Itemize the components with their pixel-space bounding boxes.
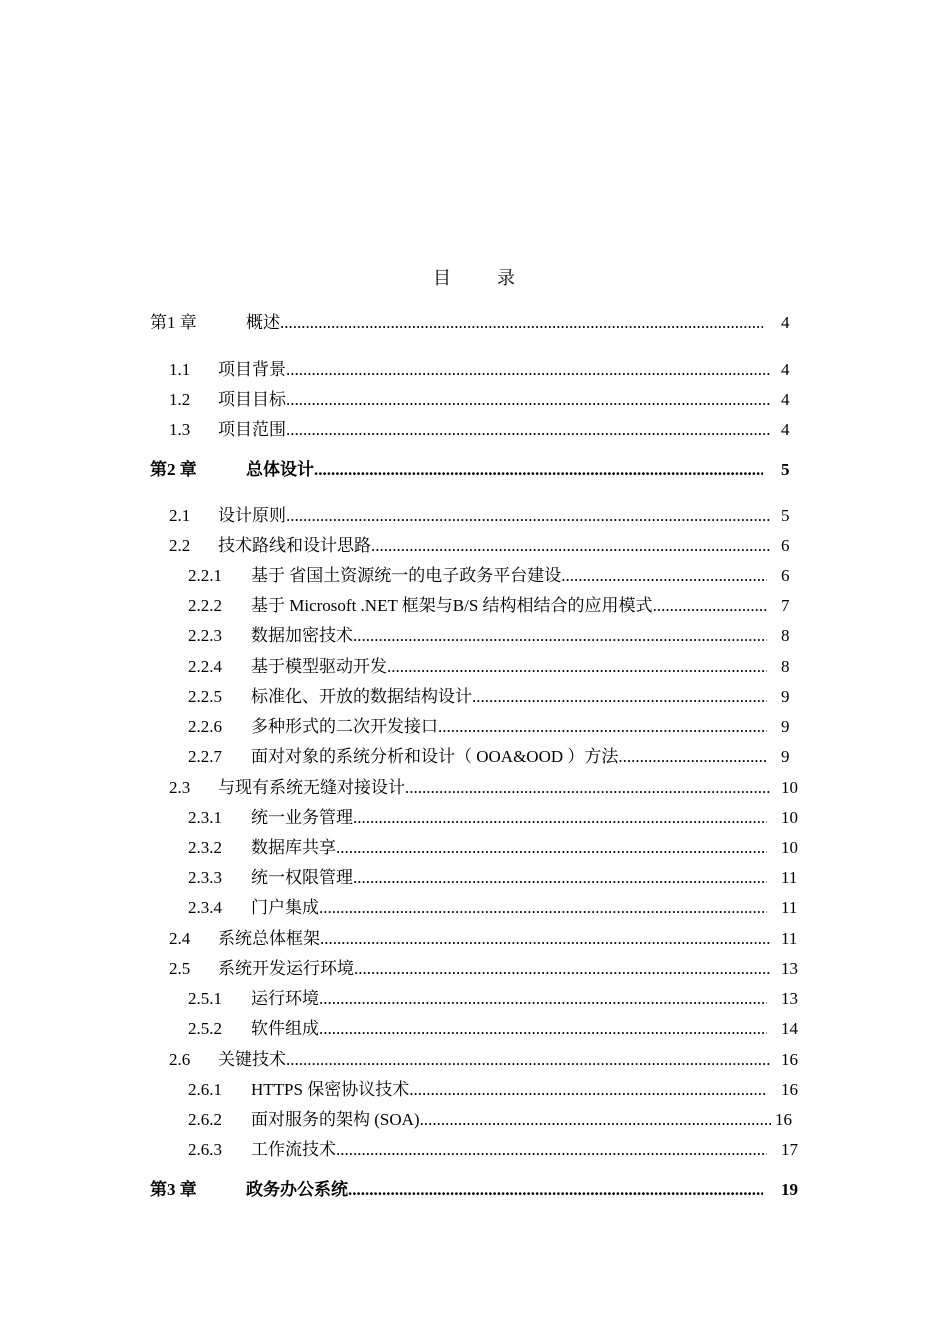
toc-entry[interactable] [0,1138,950,1162]
toc-entry[interactable] [0,655,950,679]
toc-entry[interactable] [0,987,950,1011]
toc-entry[interactable] [0,594,950,618]
toc-entry-title: 项目范围 ..... [218,418,771,442]
toc-entry-page: 10 [781,808,798,827]
toc-entry-page: 10 [781,778,798,797]
toc-entry-title: 项目目标 ..... [218,388,771,412]
toc-entry-title: 基于模型驱动开发 ..... [251,655,767,679]
toc-entry-page: 16 [781,1050,798,1069]
toc-entry-number: 1.2 [169,390,191,409]
toc-entry-page: 6 [781,566,790,585]
toc-entry-page: 19 [781,1180,798,1199]
toc-entry-title: 总体设计 ..... [246,458,763,482]
toc-entry-number: 2.3.4 [188,898,222,917]
toc-entry-title: 面对服务的架构 (SOA) ..... [251,1108,771,1132]
toc-entry-page: 10 [781,838,798,857]
toc-entry[interactable] [0,564,950,588]
toc-entry-title: 设计原则 ..... [218,504,771,528]
toc-entry[interactable] [0,504,950,528]
toc-entry-number: 1.3 [169,420,191,439]
toc-entry-number: 第1 章 [150,313,197,332]
toc-entry-title: 基于 Microsoft .NET 框架与B/S 结构相结合的应用模式 ..... [251,594,767,618]
toc-chapter-entry[interactable] [0,1178,950,1202]
toc-entry-page: 13 [781,989,798,1008]
toc-entry-title: 门户集成 ..... [251,896,767,920]
toc-entry-page: 4 [781,390,790,409]
toc-entry[interactable] [0,1078,950,1102]
toc-entry-page: 13 [781,959,798,978]
toc-entry[interactable] [0,358,950,382]
toc-entry-title: 面对对象的系统分析和设计（ OOA&OOD ）方法 ..... [251,745,767,769]
toc-entry-number: 2.6.3 [188,1140,222,1159]
toc-entry-title: HTTPS 保密协议技术 ..... [251,1078,767,1102]
toc-entry-page: 4 [781,313,790,332]
toc-entry-number: 2.3.2 [188,838,222,857]
toc-entry-number: 2.5.1 [188,989,222,1008]
toc-entry-title: 关键技术 ..... [218,1048,771,1072]
toc-entry-title: 统一权限管理 ..... [251,866,767,890]
toc-entry-title: 标准化、开放的数据结构设计 ..... [251,685,767,709]
toc-entry-page: 16 [781,1080,798,1099]
toc-entry[interactable] [0,418,950,442]
toc-entry-number: 2.2.7 [188,747,222,766]
toc-entry-number: 2.2.6 [188,717,222,736]
toc-entry-page: 11 [781,898,798,917]
toc-entry-title: 运行环境 ..... [251,987,767,1011]
toc-entry[interactable] [0,776,950,800]
toc-entry-page: 17 [781,1140,798,1159]
toc-entry-number: 2.1 [169,506,191,525]
toc-entry-title: 数据库共享 ..... [251,836,767,860]
toc-entry-page: 5 [781,506,790,525]
toc-entry-page: 4 [781,360,790,379]
toc-entry-page: 11 [781,868,798,887]
toc-entry[interactable] [0,866,950,890]
toc-entry-title: 概述 ..... [246,311,763,335]
toc-entry-title: 多种形式的二次开发接口 ..... [251,715,767,739]
toc-entry-page: 9 [781,717,790,736]
toc-entry-number: 2.5.2 [188,1019,222,1038]
toc-entry-number: 2.2.1 [188,566,222,585]
toc-entry[interactable] [0,806,950,830]
toc-entry[interactable] [0,388,950,412]
toc-entry-number: 2.5 [169,959,191,978]
toc-entry-page: 16 [775,1110,792,1129]
toc-entry-number: 1.1 [169,360,191,379]
toc-entry-page: 9 [781,687,790,706]
toc-entry-page: 6 [781,536,790,555]
toc-entry-page: 5 [781,460,790,479]
toc-entry-number: 2.3.1 [188,808,222,827]
toc-entry-number: 2.6.2 [188,1110,222,1129]
toc-entry-title: 基于 省国土资源统一的电子政务平台建设 ..... [251,564,767,588]
toc-chapter-entry[interactable] [0,311,950,335]
toc-heading [0,264,950,290]
toc-entry-number: 2.4 [169,929,191,948]
toc-entry-page: 8 [781,657,790,676]
toc-entry[interactable] [0,745,950,769]
toc-entry-title: 技术路线和设计思路 ..... [218,534,771,558]
toc-entry-number: 2.6 [169,1050,191,1069]
toc-entry[interactable] [0,1017,950,1041]
toc-entry[interactable] [0,1108,950,1132]
toc-entry-number: 2.3 [169,778,191,797]
toc-entry[interactable] [0,534,950,558]
toc-entry[interactable] [0,957,950,981]
toc-entry[interactable] [0,1048,950,1072]
toc-entry[interactable] [0,927,950,951]
toc-entry-number: 2.2 [169,536,191,555]
toc-entry-page: 7 [781,596,790,615]
toc-entry-number: 2.2.5 [188,687,222,706]
toc-entry-page: 9 [781,747,790,766]
toc-entry-number: 第3 章 [150,1180,197,1199]
toc-entry[interactable] [0,896,950,920]
toc-entry-title: 统一业务管理 ..... [251,806,767,830]
toc-entry-number: 2.3.3 [188,868,222,887]
toc-entry-title: 软件组成 ..... [251,1017,767,1041]
toc-entry-title: 系统总体框架 ..... [218,927,771,951]
toc-entry-title: 与现有系统无缝对接设计 ..... [218,776,771,800]
toc-entry[interactable] [0,715,950,739]
toc-entry[interactable] [0,624,950,648]
toc-entry-title: 数据加密技术 ..... [251,624,767,648]
toc-entry-page: 14 [781,1019,798,1038]
toc-entry-title: 系统开发运行环境 ..... [218,957,771,981]
toc-entry[interactable] [0,836,950,860]
toc-heading-left: 目 [433,268,453,288]
toc-entry-title: 工作流技术 ..... [251,1138,767,1162]
toc-entry-page: 11 [781,929,798,948]
toc-entry-number: 2.2.2 [188,596,222,615]
toc-entry-title: 项目背景 ..... [218,358,771,382]
toc-heading-right: 录 [497,268,517,288]
toc-entry-page: 8 [781,626,790,645]
toc-entry-page: 4 [781,420,790,439]
toc-entry-number: 2.2.4 [188,657,222,676]
toc-entry-number: 第2 章 [150,460,197,479]
toc-entry-number: 2.2.3 [188,626,222,645]
toc-entry-number: 2.6.1 [188,1080,222,1099]
toc-chapter-entry[interactable] [0,458,950,482]
toc-entry[interactable] [0,685,950,709]
toc-entry-title: 政务办公系统 ..... [246,1178,763,1202]
